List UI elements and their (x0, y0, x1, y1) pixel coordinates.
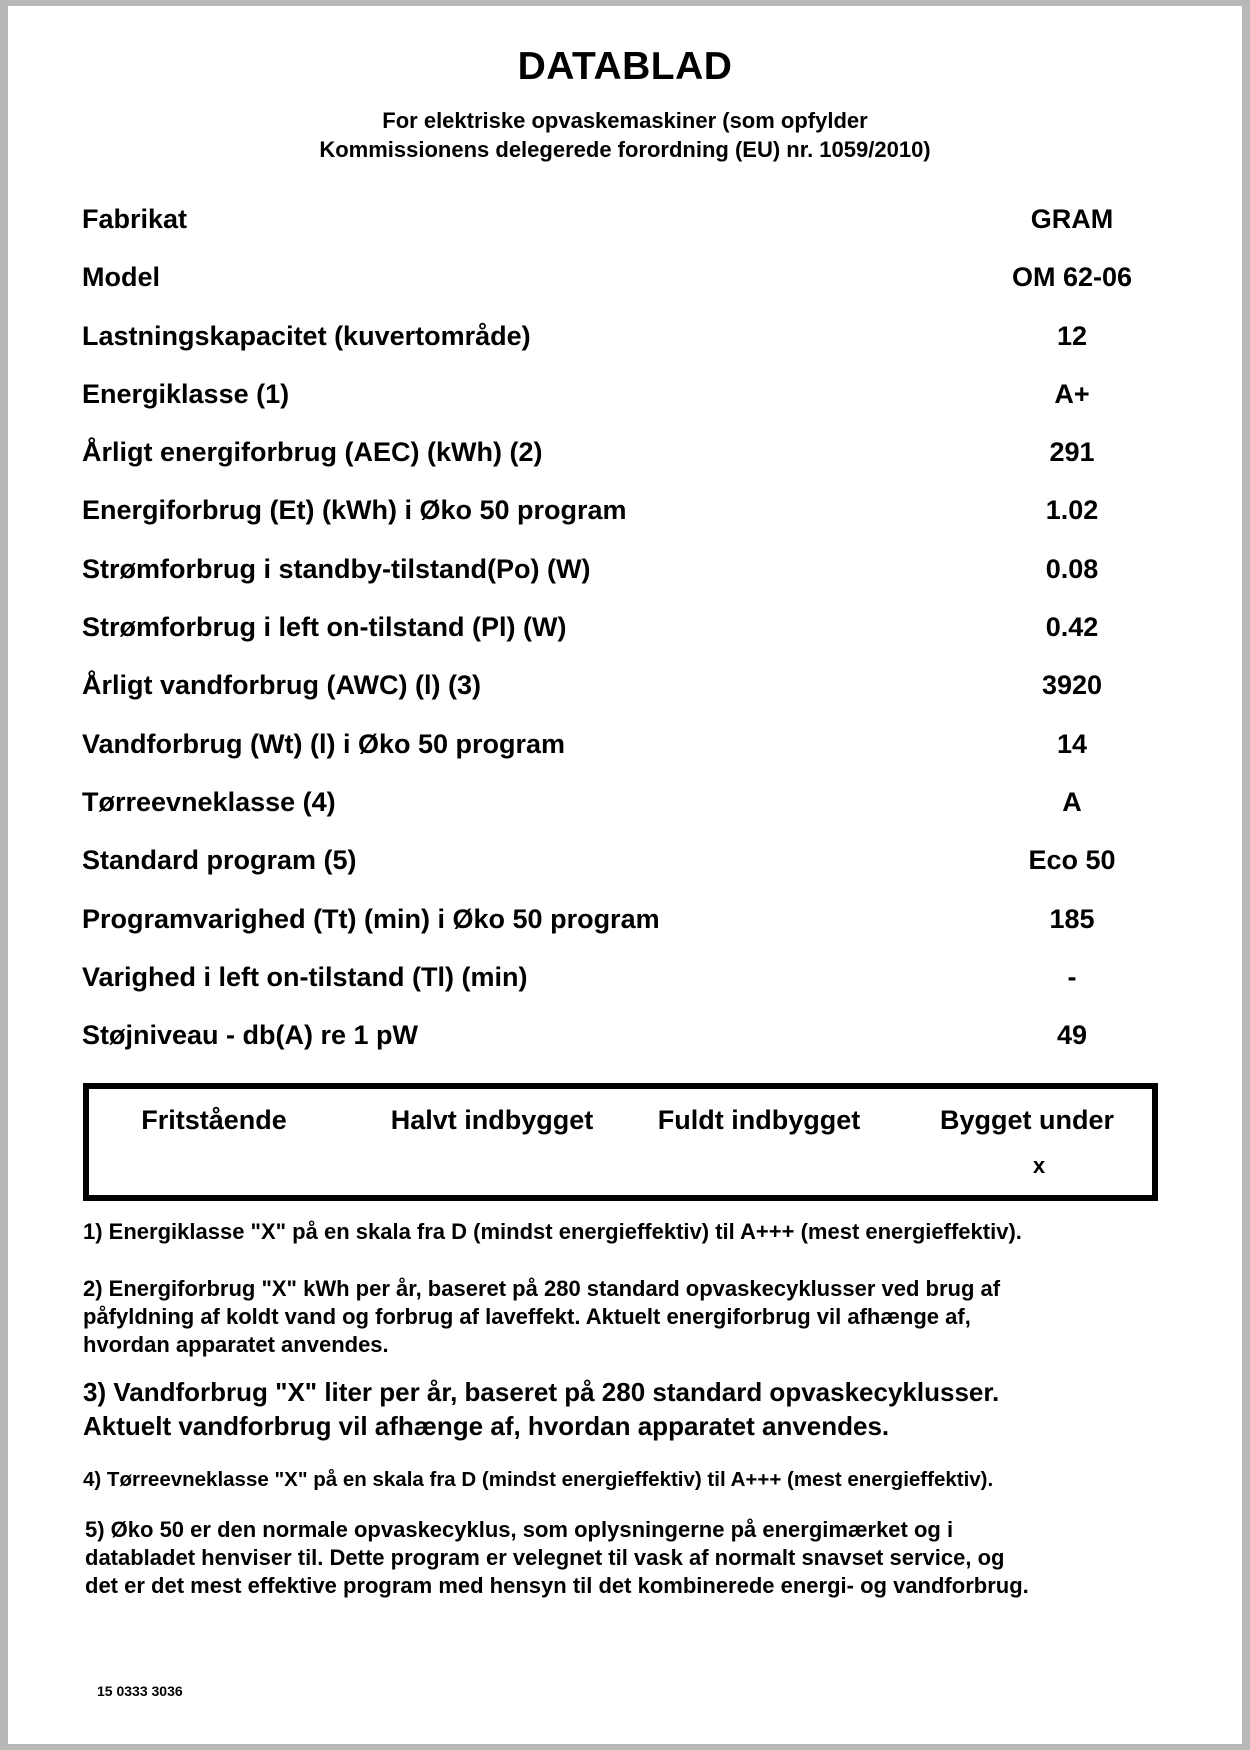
footnote-4 (83, 1466, 1183, 1494)
spec-label: Lastningskapacitet (kuvertområde) (82, 320, 531, 351)
spec-label: Programvarighed (Tt) (min) i Øko 50 program (82, 903, 660, 934)
spec-row-standard-program (82, 845, 1162, 903)
spec-label: Strømforbrug i left on-tilstand (Pl) (W) (82, 612, 567, 643)
spec-value: 12 (1056, 320, 1088, 351)
spec-row-cycle-energy (82, 495, 1162, 553)
spec-row-program-duration (82, 904, 1162, 962)
footnote-5-line-2: databladet henviser til. Dette program er velegnet til vask af normalt snavset service, og (85, 1545, 1005, 1570)
spec-label: Støjniveau - db(A) re 1 pW (82, 1020, 419, 1051)
footnote-2-line-2: påfyldning af koldt vand og forbrug af laveffekt. Aktuelt energiforbrug vil afhænge af, (83, 1304, 971, 1329)
spec-row-standby-power (82, 554, 1162, 612)
spec-value: 291 (1049, 437, 1095, 468)
install-mark-bygget-under: x (1032, 1153, 1046, 1178)
subtitle-line-2: Kommissionens delegerede forordning (EU) nr. 1059/2010) (319, 137, 931, 162)
spec-value: 49 (1056, 1020, 1088, 1051)
spec-row-fabrikat (82, 204, 1162, 262)
spec-value: 14 (1056, 728, 1088, 759)
spec-label: Årligt vandforbrug (AWC) (l) (3) (82, 670, 481, 701)
spec-value: 0.42 (1045, 612, 1099, 643)
spec-value: 1.02 (1045, 495, 1099, 526)
install-option-fritstaaende: Fritstående (141, 1105, 287, 1135)
footnote-2 (83, 1275, 1183, 1359)
spec-value: 3920 (1041, 670, 1103, 701)
spec-value: 185 (1049, 903, 1095, 934)
footnote-3-line-1: 3) Vandforbrug "X" liter per år, baseret på 280 standard opvaskecyklusser. (83, 1377, 1000, 1407)
spec-label: Årligt energiforbrug (AEC) (kWh) (2) (82, 437, 543, 468)
spec-label: Vandforbrug (Wt) (l) i Øko 50 program (82, 728, 566, 759)
page-title: DATABLAD (517, 45, 733, 88)
spec-value: OM 62-06 (1011, 262, 1133, 293)
footnote-1-text: 1) Energiklasse "X" på en skala fra D (mindst energieffektiv) til A+++ (mest energieffektiv). (83, 1219, 1022, 1244)
spec-row-energy-class (82, 379, 1162, 437)
spec-value: Eco 50 (1028, 845, 1116, 876)
spec-row-left-on-power (82, 612, 1162, 670)
spec-row-model (82, 262, 1162, 320)
spec-row-noise-level (82, 1020, 1162, 1078)
spec-value: - (1067, 961, 1077, 992)
spec-label: Tørreevneklasse (4) (82, 786, 336, 817)
spec-row-drying-class (82, 787, 1162, 845)
spec-label: Energiforbrug (Et) (kWh) i Øko 50 program (82, 495, 627, 526)
footnote-5-line-3: det er det mest effektive program med hensyn til det kombinerede energi- og vandforbrug. (85, 1573, 1029, 1598)
install-option-bygget-under: Bygget under (939, 1105, 1114, 1135)
spec-row-annual-water (82, 670, 1162, 728)
spec-label: Strømforbrug i standby-tilstand(Po) (W) (82, 553, 591, 584)
spec-value: A (1062, 786, 1082, 817)
spec-row-annual-energy (82, 437, 1162, 495)
spec-label: Energiklasse (1) (82, 378, 290, 409)
footnote-5 (85, 1516, 1185, 1600)
spec-row-left-on-duration (82, 962, 1162, 1020)
footnote-3 (83, 1375, 1183, 1443)
spec-row-capacity (82, 321, 1162, 379)
install-option-halvt-indbygget: Halvt indbygget (390, 1105, 594, 1135)
footnote-3-line-2: Aktuelt vandforbrug vil afhænge af, hvordan apparatet anvendes. (83, 1411, 890, 1441)
footnote-2-line-3: hvordan apparatet anvendes. (83, 1332, 389, 1357)
install-option-fuldt-indbygget: Fuldt indbygget (657, 1105, 861, 1135)
spec-label: Standard program (5) (82, 845, 357, 876)
spec-row-cycle-water (82, 729, 1162, 787)
footnote-5-line-1: 5) Øko 50 er den normale opvaskecyklus, som oplysningerne på energimærket og i (85, 1517, 954, 1542)
spec-value: A+ (1054, 378, 1090, 409)
subtitle-line-1: For elektriske opvaskemaskiner (som opfylder (382, 108, 868, 133)
footnote-2-line-1: 2) Energiforbrug "X" kWh per år, baseret på 280 standard opvaskecyklusser ved brug af (83, 1276, 1001, 1301)
spec-table (82, 204, 1162, 1078)
spec-label: Model (82, 262, 160, 293)
spec-label: Varighed i left on-tilstand (Tl) (min) (82, 961, 528, 992)
spec-value: GRAM (1030, 204, 1114, 234)
spec-value: 0.08 (1045, 553, 1099, 584)
document-number: 15 0333 3036 (97, 1683, 183, 1699)
installation-type-box (83, 1083, 1158, 1201)
spec-label: Fabrikat (82, 204, 188, 234)
footnote-4-text: 4) Tørreevneklasse "X" på en skala fra D (mindst energieffektiv) til A+++ (mest energieffektiv). (83, 1468, 994, 1491)
footnote-1 (83, 1218, 1183, 1246)
